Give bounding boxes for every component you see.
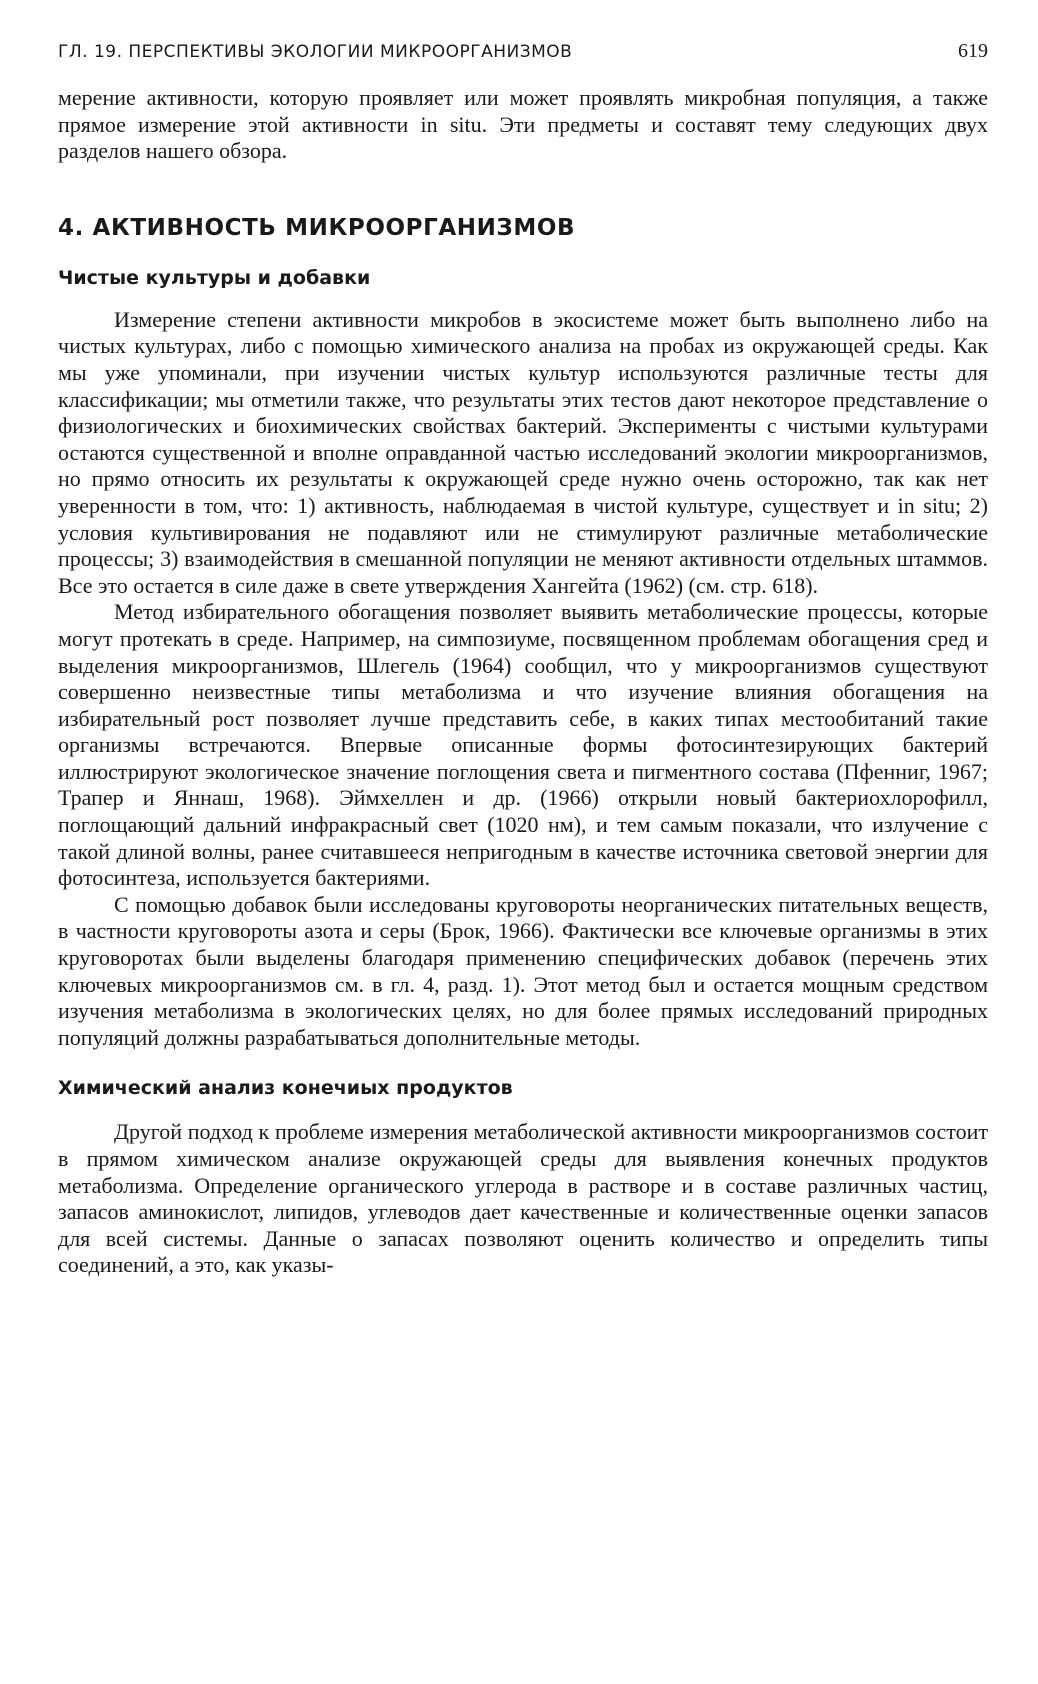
page-number: 619 bbox=[958, 40, 988, 62]
running-title: ГЛ. 19. ПЕРСПЕКТИВЫ ЭКОЛОГИИ МИКРООРГАНИЗМОВ bbox=[58, 42, 573, 62]
subsection-title-pure-cultures: Чистые культуры и добавки bbox=[58, 266, 371, 289]
paragraph: Измерение степени активности микробов в экосистеме может быть выполнено либо на чистых культурах, либо с помощью химического анализа на пробах из окружающей среды. Как мы уже упоминали, при изучении чистых культур используются различные тесты для классификации; мы отметили также, что результаты этих тестов дают некоторое представление о физиологических и биохимических свойствах бактерий. Эксперименты с чистыми культурами остаются существенной и вполне оправданной частью исследований экологии микроорганизмов, но прямо относить их результаты к окружающей среде нужно очень осторожно, так как нет уверенности в том, что: 1) активность, наблюдаемая в чистой культуре, существует и in situ; 2) условия культивирования не подавляют или не стимулируют различные метаболические процессы; 3) взаимодействия в смешанной популяции не меняют активности отдельных штаммов. Все это остается в силе даже в свете утверждения Хангейта (1962) (см. стр. 618). bbox=[58, 306, 988, 598]
subsection-title-chemical-analysis: Химический анализ конечиых продуктов bbox=[58, 1077, 513, 1100]
paragraph: С помощью добавок были исследованы круговороты неорганических питательных веществ, в частности круговороты азота и серы (Брок, 1966). Фактически все ключевые организмы в этих круговоротах были выделены благодаря применению специфических добавок (перечень этих ключевых микроорганизмов см. в гл. 4, разд. 1). Этот метод был и остается мощным средством изучения метаболизма в экологических целях, но для более прямых исследований природных популяций должны разрабатываться дополнительные методы. bbox=[58, 891, 988, 1050]
book-page bbox=[58, 40, 988, 1279]
paragraph: Другой подход к проблеме измерения метаболической активности микроорганизмов состоит в прямом химическом анализе окружающей среды для выявления конечных продуктов метаболизма. Определение органического углерода в растворе и в составе различных частиц, запасов аминокислот, липидов, углеводов дает качественные и количественные оценки запасов для всей системы. Данные о запасах позволяют оценить количество и определить типы соединений, а это, как указы- bbox=[58, 1119, 988, 1278]
intro-paragraph: мерение активности, которую проявляет или может проявлять микробная популяция, а также прямое измерение этой активности in situ. Эти предметы и составят тему следующих двух разделов нашего обзора. bbox=[58, 85, 988, 164]
paragraph: Метод избирательного обогащения позволяет выявить метаболические процессы, которые могут протекать в среде. Например, на симпозиуме, посвященном проблемам обогащения сред и выделения микроорганизмов, Шлегель (1964) сообщил, что у микроорганизмов существуют совершенно неизвестные типы метаболизма и что изучение влияния обогащения на избирательный рост позволяет лучше представить себе, в каких типах местообитаний такие организмы встречаются. Впервые описанные формы фотосинтезирующих бактерий иллюстрируют экологическое значение поглощения света и пигментного состава (Пфенниг, 1967; Трапер и Яннаш, 1968). Эймхеллен и др. (1966) открыли новый бактериохлорофилл, поглощающий дальний инфракрасный свет (1020 нм), и тем самым показали, что излучение с такой длиной волны, ранее считавшееся непригодным в качестве источника световой энергии для фотосинтеза, используется бактериями. bbox=[58, 599, 988, 891]
running-head bbox=[58, 40, 988, 63]
section-title: 4. АКТИВНОСТЬ МИКРООРГАНИЗМОВ bbox=[58, 214, 576, 241]
